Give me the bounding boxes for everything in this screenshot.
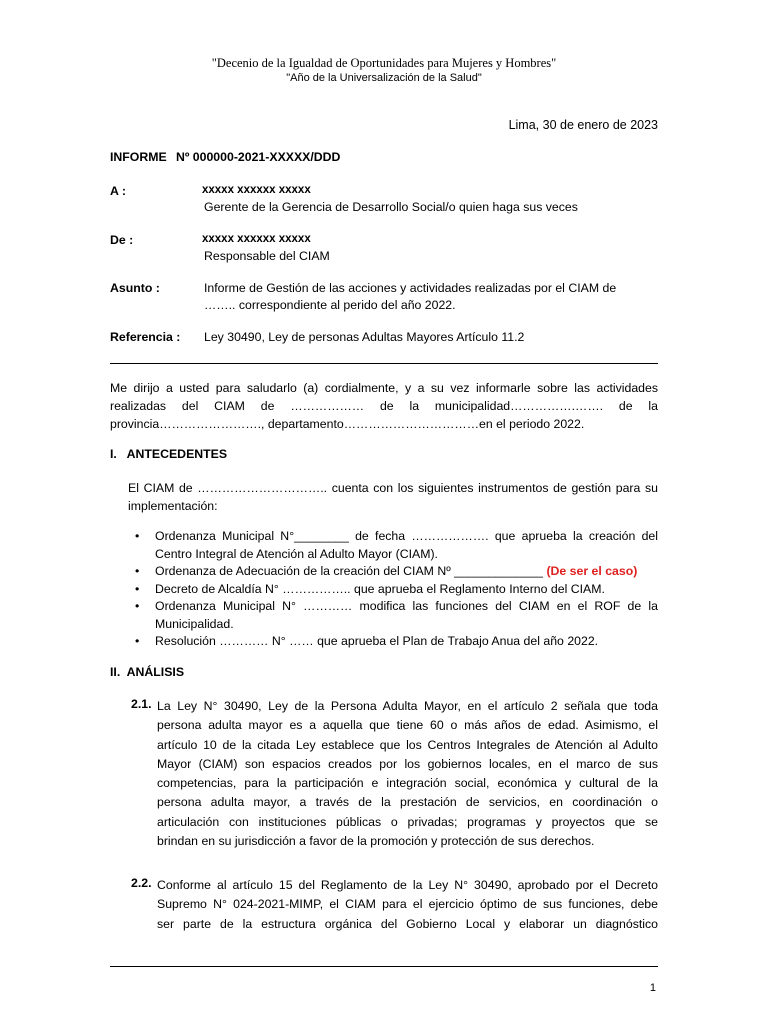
list-item-line: • Resolución ………… N° …… que aprueba el Plan de Trabajo Anua del año 2022. — [155, 634, 599, 648]
list-item-line: Centro Integral de Atención al Adulto Mayor (CIAM). — [155, 546, 438, 561]
from-role: Responsable del CIAM — [204, 249, 330, 263]
paragraph-line: brindan en su jurisdicción a favor de la promoción y protección de sus derechos. — [157, 834, 595, 849]
paragraph-line: persona adulta mayor es a aquella que tiene 60 o más años de edad. Asimismo, el — [157, 718, 658, 733]
list-item — [135, 528, 658, 563]
from-name: xxxxx xxxxxx xxxxx — [202, 233, 311, 245]
intro-line: provincia……………………., departamento……………………………en el periodo 2022. — [110, 417, 585, 431]
header-decade-title: "Decenio de la Igualdad de Oportunidades para Mujeres y Hombres" — [211, 56, 557, 70]
list-item — [135, 563, 658, 581]
list-item — [135, 581, 658, 599]
paragraph-line: La Ley N° 30490, Ley de la Persona Adulta Mayor, en el artículo 2 señala que toda — [157, 699, 658, 713]
analysis-paragraph-2-2 — [157, 876, 658, 934]
item-number: 2.1. — [131, 697, 152, 711]
conditional-note: (De ser el caso) — [546, 564, 638, 578]
subject-label: Asunto : — [110, 281, 160, 295]
document-date: Lima, 30 de enero de 2023 — [508, 118, 658, 132]
paragraph-line: Supremo N° 024-2021-MIMP, el CIAM para el ejercicio óptimo de sus funciones, debe — [157, 897, 658, 912]
list-item — [135, 633, 658, 651]
paragraph-line: persona adulta mayor, a través de la prestación de servicios, en coordinación o — [157, 795, 658, 810]
section-1-title: I. ANTECEDENTES — [110, 447, 228, 461]
header-year-title: "Año de la Universalización de la Salud" — [286, 72, 482, 84]
paragraph-line: Conforme al artículo 15 del Reglamento de la Ley N° 30490, aprobado por el Decreto — [157, 878, 658, 892]
section-1-intro — [128, 480, 658, 515]
paragraph-line: ser parte de la estructura orgánica del Gobierno Local y elaborar un diagnóstico — [157, 916, 658, 931]
subject-line-2: …….. correspondiente al perido del año 2022. — [204, 298, 456, 312]
to-label: A : — [110, 184, 126, 198]
page-number: 1 — [649, 982, 656, 994]
intro-paragraph — [110, 379, 658, 433]
instruments-list — [135, 528, 658, 651]
from-label: De : — [110, 233, 134, 247]
paragraph-line: artículo 10 de la citada Ley establece que los Centros Integrales de Atención al Adulto — [157, 737, 658, 752]
list-item-line: Ordenanza de Adecuación de la creación del CIAM Nº _____________ — [155, 564, 547, 578]
list-item-line: • Ordenanza Municipal N°________ de fecha ………………. que aprueba la creación del — [155, 529, 658, 543]
to-name: xxxxx xxxxxx xxxxx — [202, 184, 311, 196]
header-divider — [110, 363, 658, 364]
paragraph-line: competencias, para la participación e integración social, económica y cultural de la — [157, 776, 658, 791]
reference-label: Referencia : — [110, 330, 181, 344]
reference-value: Ley 30490, Ley de personas Adultas Mayores Artículo 11.2 — [204, 330, 525, 344]
footer-divider — [110, 966, 658, 967]
section-1-intro-line: implementación: — [128, 498, 218, 513]
informe-label: INFORME — [110, 150, 167, 164]
paragraph-line: articulación con instituciones públicas o privadas; programas y proyectos que se — [157, 814, 658, 829]
subject-line-1: Informe de Gestión de las acciones y actividades realizadas por el CIAM de — [204, 281, 617, 295]
list-item-line: • Decreto de Alcaldía N° …………….. que aprueba el Reglamento Interno del CIAM. — [155, 581, 605, 596]
section-2-title: II. ANÁLISIS — [110, 665, 185, 679]
section-1-intro-line: El CIAM de ………………………….. cuenta con los siguientes instrumentos de gestión para su — [128, 481, 658, 495]
informe-number: Nº 000000-2021-XXXXX/DDD — [176, 150, 341, 164]
analysis-paragraph-2-1 — [157, 697, 658, 851]
list-item-line: Municipalidad. — [155, 616, 234, 631]
intro-line: realizadas del CIAM de ……………… de la municipalidad…………….……. de la — [110, 399, 658, 413]
item-number: 2.2. — [131, 876, 152, 890]
list-item-line: • Ordenanza Municipal N° ………… modifica las funciones del CIAM en el ROF de la — [155, 599, 658, 613]
intro-line: Me dirijo a usted para saludarlo (a) cordialmente, y a su vez informarle sobre las actividades — [110, 381, 658, 395]
list-item — [135, 598, 658, 633]
paragraph-line: Mayor (CIAM) son espacios creados por los gobiernos locales, en el marco de sus — [157, 756, 658, 771]
to-role: Gerente de la Gerencia de Desarrollo Social/o quien haga sus veces — [204, 200, 578, 214]
